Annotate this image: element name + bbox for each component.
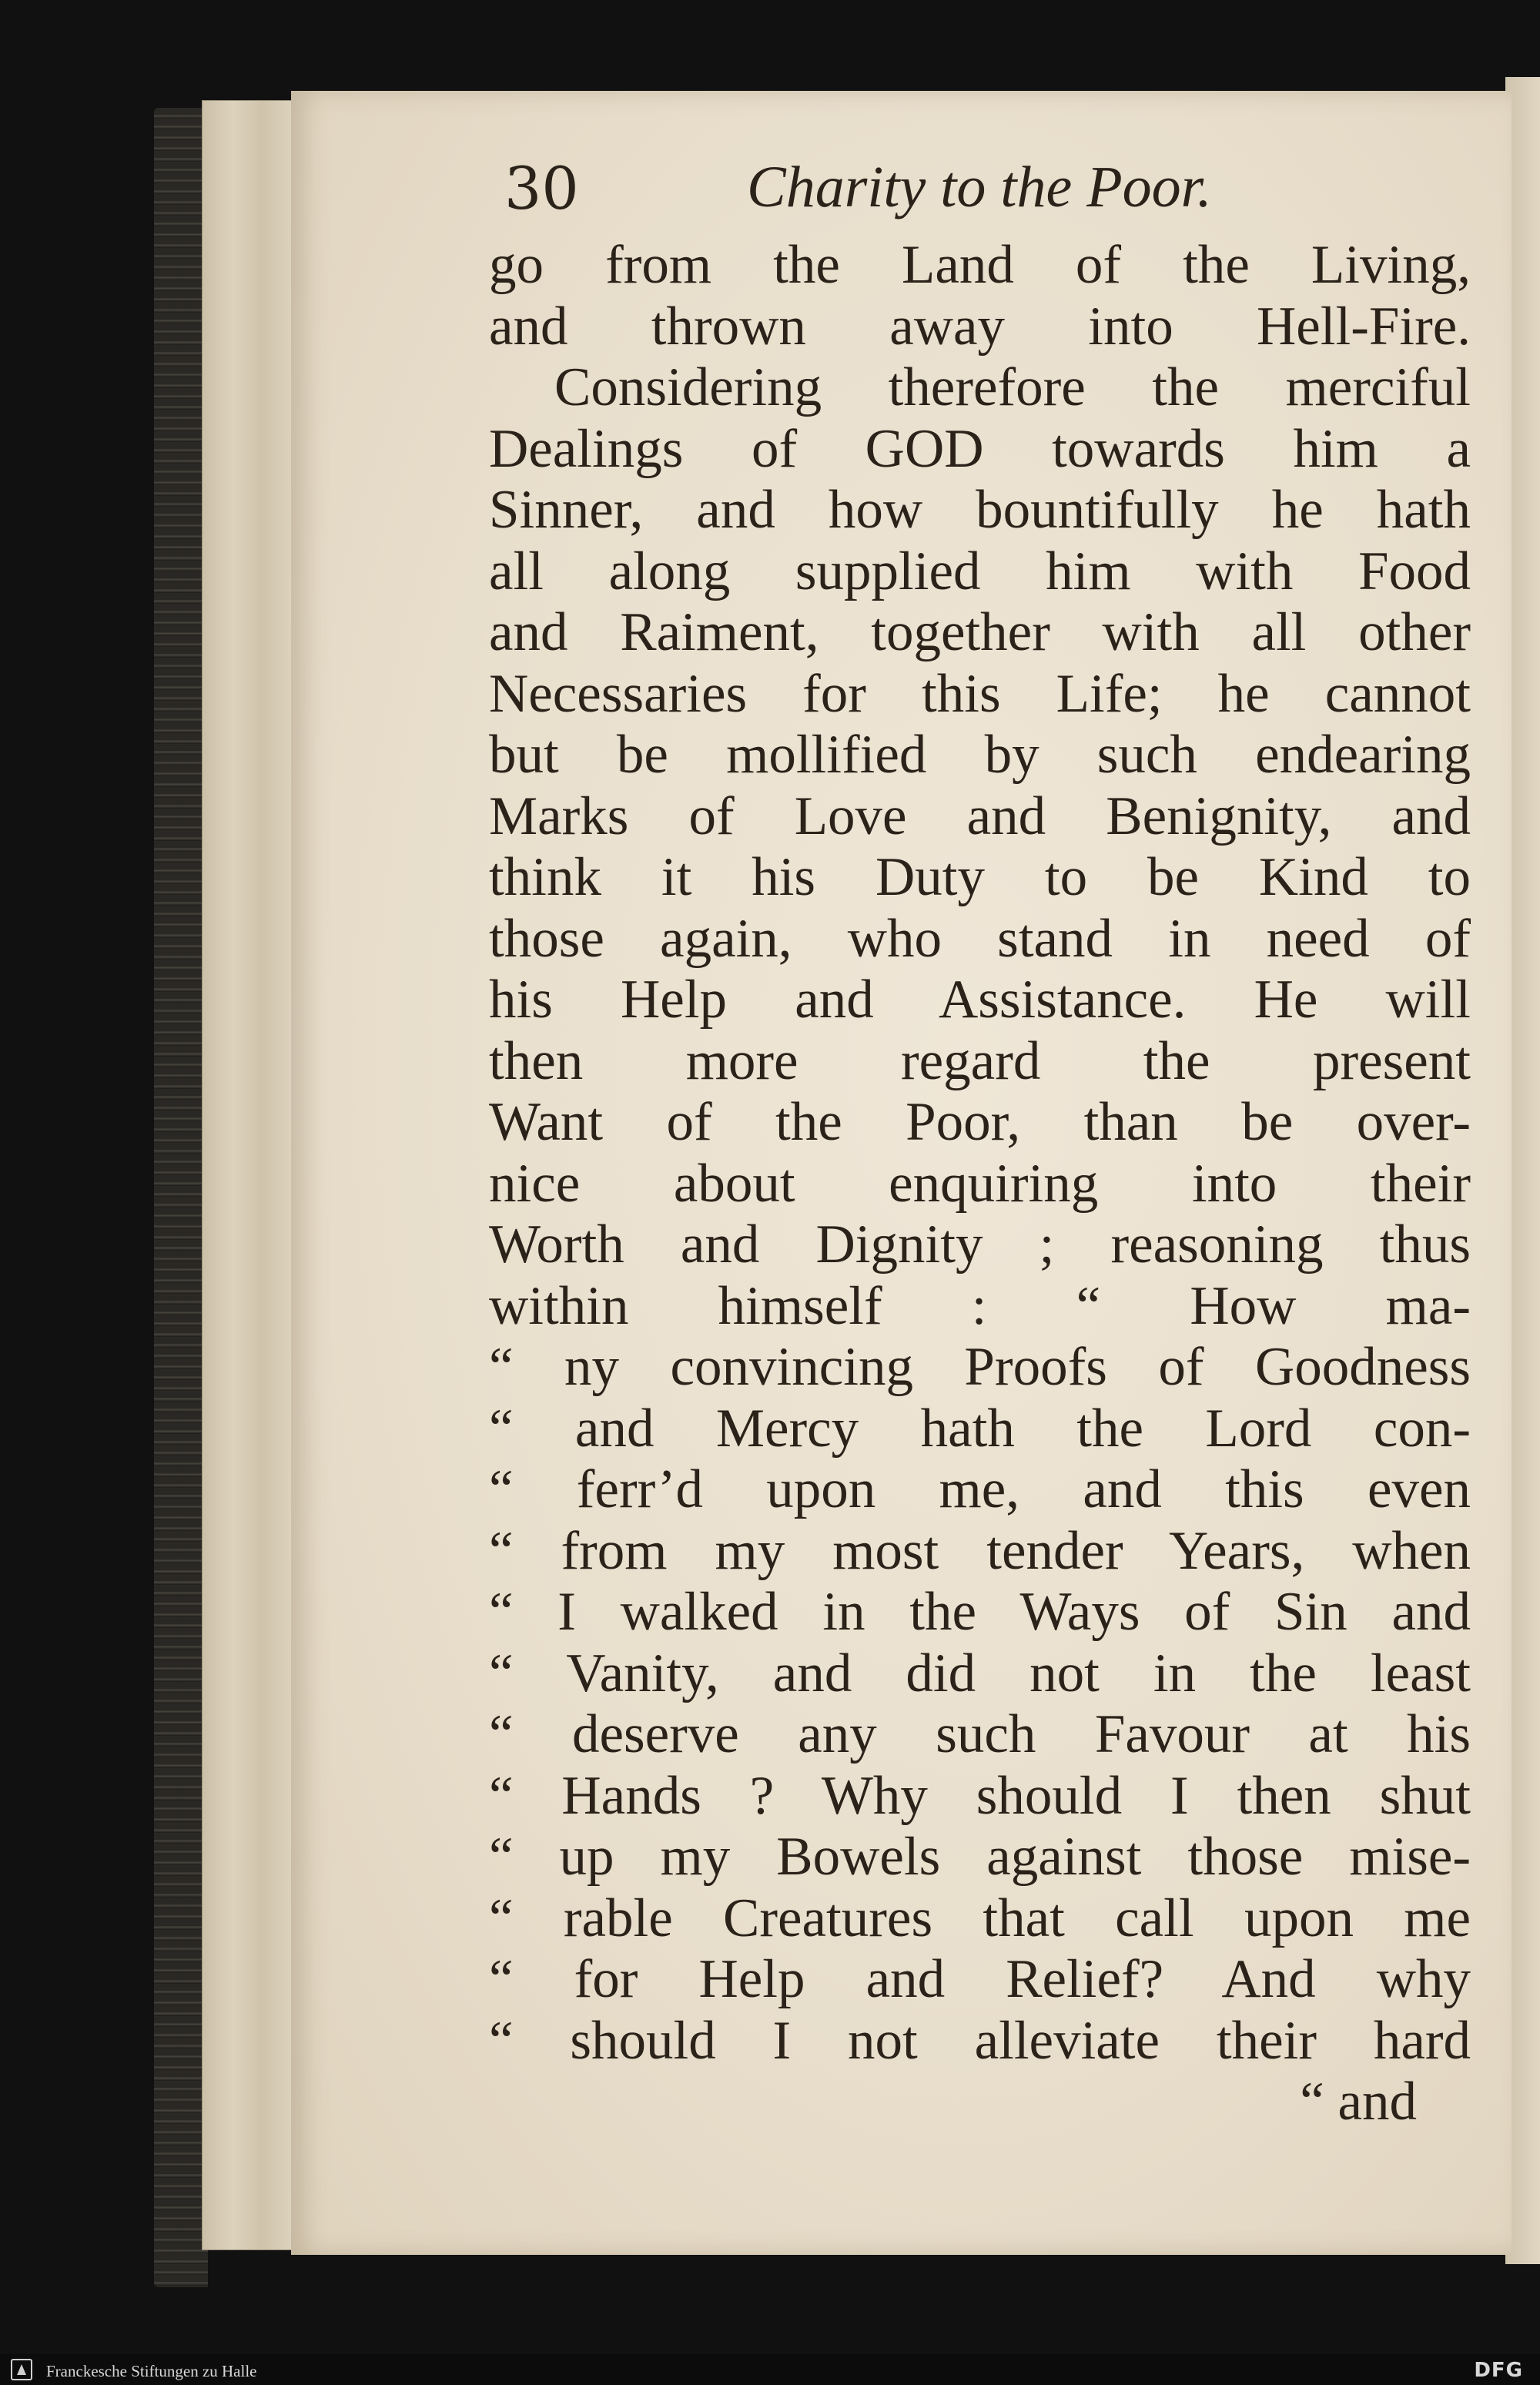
body-text	[489, 235, 1471, 2133]
dfg-mark: DFG	[1474, 2359, 1523, 2382]
text-line: nice about enquiring into their	[489, 1153, 1471, 1214]
page-header	[504, 154, 1467, 239]
text-line: within himself : “ How ma-	[489, 1275, 1471, 1336]
text-line: “ I walked in the Ways of Sin and	[489, 1582, 1471, 1642]
text-line: and thrown away into Hell-Fire.	[489, 296, 1471, 357]
running-title: Charity to the Poor.	[747, 155, 1212, 219]
text-line: “ from my most tender Years, when	[489, 1520, 1471, 1581]
text-line: all along supplied him with Food	[489, 541, 1471, 601]
text-line: Considering therefore the merciful	[554, 357, 1471, 417]
text-line: “ rable Creatures that call upon me	[489, 1888, 1471, 1948]
text-line: “ Vanity, and did not in the least	[489, 1643, 1471, 1703]
text-line: “ Hands ? Why should I then shut	[489, 1765, 1471, 1826]
text-line: Marks of Love and Benignity, and	[489, 786, 1471, 846]
page-stack	[202, 100, 303, 2250]
footer-label: Franckesche Stiftungen zu Halle	[46, 2362, 257, 2380]
text-line: Sinner, and how bountifully he hath	[489, 480, 1471, 540]
text-line: “ deserve any such Favour at his	[489, 1704, 1471, 1764]
text-line: Necessaries for this Life; he cannot	[489, 663, 1471, 724]
page-number: 30	[504, 154, 579, 223]
text-line: “ ny convincing Proofs of Goodness	[489, 1337, 1471, 1397]
text-line: Want of the Poor, than be over-	[489, 1092, 1471, 1152]
text-line: but be mollified by such endearing	[489, 725, 1471, 785]
text-line: “ ferr’d upon me, and this even	[489, 1459, 1471, 1519]
footer-bar	[0, 2354, 1540, 2385]
text-line: his Help and Assistance. He will	[489, 970, 1471, 1030]
text-line: and Raiment, together with all other	[489, 602, 1471, 662]
text-line: Dealings of GOD towards him a	[489, 418, 1471, 479]
text-line: Worth and Dignity ; reasoning thus	[489, 1214, 1471, 1275]
text-line: “ should I not alleviate their hard	[489, 2010, 1471, 2071]
text-line: “ for Help and Relief? And why	[489, 1949, 1471, 2009]
institution-logo-icon	[11, 2359, 32, 2380]
text-line: those again, who stand in need of	[489, 908, 1471, 969]
text-line: “ and Mercy hath the Lord con-	[489, 1398, 1471, 1459]
text-line: “ up my Bowels against those mise-	[489, 1827, 1471, 1887]
text-line: go from the Land of the Living,	[489, 235, 1471, 295]
catchword: “ and	[1300, 2072, 1417, 2132]
text-line: think it his Duty to be Kind to	[489, 847, 1471, 907]
text-line: then more regard the present	[489, 1030, 1471, 1091]
book-spine-edge	[154, 108, 208, 2287]
